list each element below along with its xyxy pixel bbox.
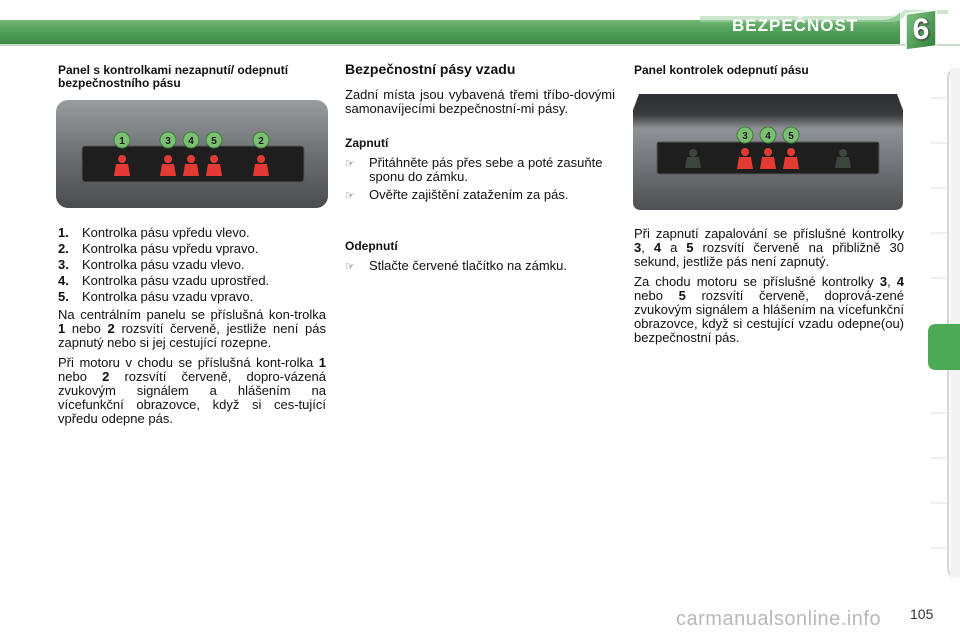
left-text (58, 226, 326, 426)
list-item: 1. Kontrolka pásu vpředu vlevo. (58, 225, 250, 240)
lamp-label-5: 5 (788, 131, 794, 142)
lamp-label-3: 3 (742, 131, 748, 142)
finger-pointer-icon: ☞ (345, 158, 355, 170)
left-heading: Panel s kontrolkami nezapnutí/ odepnutí bezpečnostního pásu (58, 63, 289, 90)
chapter-side-tabs (926, 68, 960, 578)
finger-pointer-icon: ☞ (345, 261, 355, 273)
lamp-label-5: 5 (211, 136, 217, 147)
right-paragraph-2: Za chodu motoru se příslušné kontrolky 3, 4 nebo 5 rozsvítí červeně, doprová-zené zvukovým signálem a hlášením na vícefunkční obrazovce, když si cestující vzadu odepne(ou) bezpečnostní pás. (634, 274, 904, 345)
left-column (58, 64, 326, 90)
lamp-label-3: 3 (165, 136, 171, 147)
list-item: ☞ Přitáhněte pás přes sebe a poté zasuňte sponu do zámku. (345, 155, 603, 184)
lamp-label-2: 2 (258, 136, 264, 147)
right-paragraph-1: Při zapnutí zapalování se příslušné kontrolky 3, 4 a 5 rozsvítí červeně na přibližně 30 sekund, jestliže pás není zapnutý. (634, 226, 904, 269)
finger-pointer-icon: ☞ (345, 190, 355, 202)
list-item: 5. Kontrolka pásu vzadu vpravo. (58, 289, 254, 304)
left-paragraph-2: Při motoru v chodu se příslušná kont-rolka 1 nebo 2 rozsvítí červeně, dopro-vázená zvukovým signálem a hlášením na vícefunkční obrazovce, když si ces-tující vpředu odepne pás. (58, 355, 326, 426)
lamp-label-1: 1 (119, 136, 125, 147)
lamp-label-4: 4 (188, 136, 194, 147)
unfasten-list (345, 259, 615, 274)
front-seatbelt-warning-panel (56, 100, 328, 208)
list-item: 4. Kontrolka pásu vzadu uprostřed. (58, 273, 270, 288)
section-heading: Bezpečnostní pásy vzadu (345, 61, 516, 77)
watermark: carmanualsonline.info (676, 608, 882, 630)
chapter-number: 6 (912, 13, 930, 46)
list-item: 2. Kontrolka pásu vpředu vpravo. (58, 241, 259, 256)
fasten-heading: Zapnutí (345, 136, 389, 150)
list-item: ☞ Ověřte zajištění zatažením za pás. (345, 187, 569, 202)
unfasten-heading: Odepnutí (345, 239, 398, 253)
middle-column (345, 62, 615, 278)
page-title: BEZPEČNOST (732, 16, 859, 35)
rear-seatbelt-warning-panel (633, 94, 903, 210)
list-item: 3. Kontrolka pásu vzadu vlevo. (58, 257, 245, 272)
right-text (634, 227, 904, 345)
intro-paragraph: Zadní místa jsou vybavená třemi tříbo-dovými samonavíjecími bezpečnostní-mi pásy. (345, 87, 615, 116)
list-item: ☞ Stlačte červené tlačítko na zámku. (345, 258, 567, 273)
page-number: 105 (910, 606, 934, 622)
lamp-label-4: 4 (765, 131, 771, 142)
lamp-list (58, 226, 326, 304)
left-paragraph-1: Na centrálním panelu se příslušná kon-trolka 1 nebo 2 rozsvítí červeně, jestliže není pás zapnutý nebo si jej cestující rozepne. (58, 307, 326, 350)
fasten-list (345, 156, 615, 203)
right-column-heading-wrap (634, 64, 904, 77)
right-heading: Panel kontrolek odepnutí pásu (634, 63, 809, 77)
